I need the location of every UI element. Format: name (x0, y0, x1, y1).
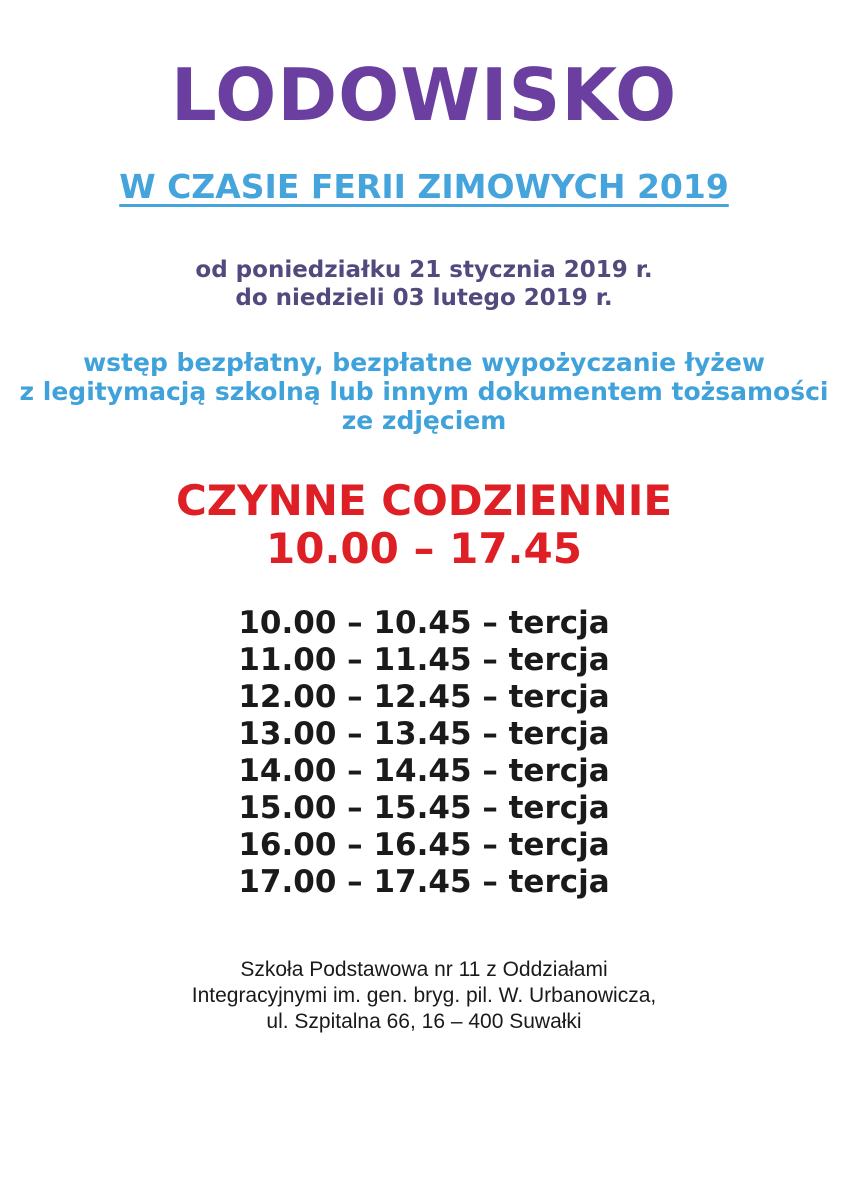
schedule-row: 16.00 – 16.45 – tercja (238, 827, 610, 864)
admission-info-line: wstęp bezpłatny, bezpłatne wypożyczanie łyżew (83, 348, 765, 378)
subtitle: W CZASIE FERII ZIMOWYCH 2019 (119, 167, 729, 207)
schedule-row: 12.00 – 12.45 – tercja (238, 679, 610, 716)
schedule-row: 14.00 – 14.45 – tercja (238, 753, 610, 790)
date-range-line-start: od poniedziałku 21 stycznia 2019 r. (195, 257, 653, 284)
opening-hours-time: 10.00 – 17.45 (266, 524, 582, 574)
admission-info-line: z legitymacją szkolną lub innym dokumentem tożsamości (19, 377, 829, 407)
schedule-row: 11.00 – 11.45 – tercja (238, 642, 610, 679)
date-range-line-end: do niedzieli 03 lutego 2019 r. (235, 285, 613, 312)
venue-address (0, 957, 848, 1035)
schedule-row: 15.00 – 15.45 – tercja (238, 790, 610, 827)
opening-hours-heading (0, 477, 848, 573)
schedule-row: 13.00 – 13.45 – tercja (238, 716, 610, 753)
schedule-row: 10.00 – 10.45 – tercja (238, 605, 610, 642)
admission-info (0, 348, 848, 435)
page-title: LODOWISKO (170, 53, 678, 137)
venue-address-line: Szkoła Podstawowa nr 11 z Oddziałami (240, 958, 608, 982)
schedule-row: 17.00 – 17.45 – tercja (238, 864, 610, 901)
date-range (0, 256, 848, 312)
venue-address-line: Integracyjnymi im. gen. bryg. pil. W. Urbanowicza, (191, 984, 657, 1008)
venue-address-line: ul. Szpitalna 66, 16 – 400 Suwałki (266, 1010, 582, 1034)
session-schedule (0, 605, 848, 901)
admission-info-line: ze zdjęciem (341, 406, 507, 436)
opening-hours-label: CZYNNE CODZIENNIE (175, 476, 673, 526)
